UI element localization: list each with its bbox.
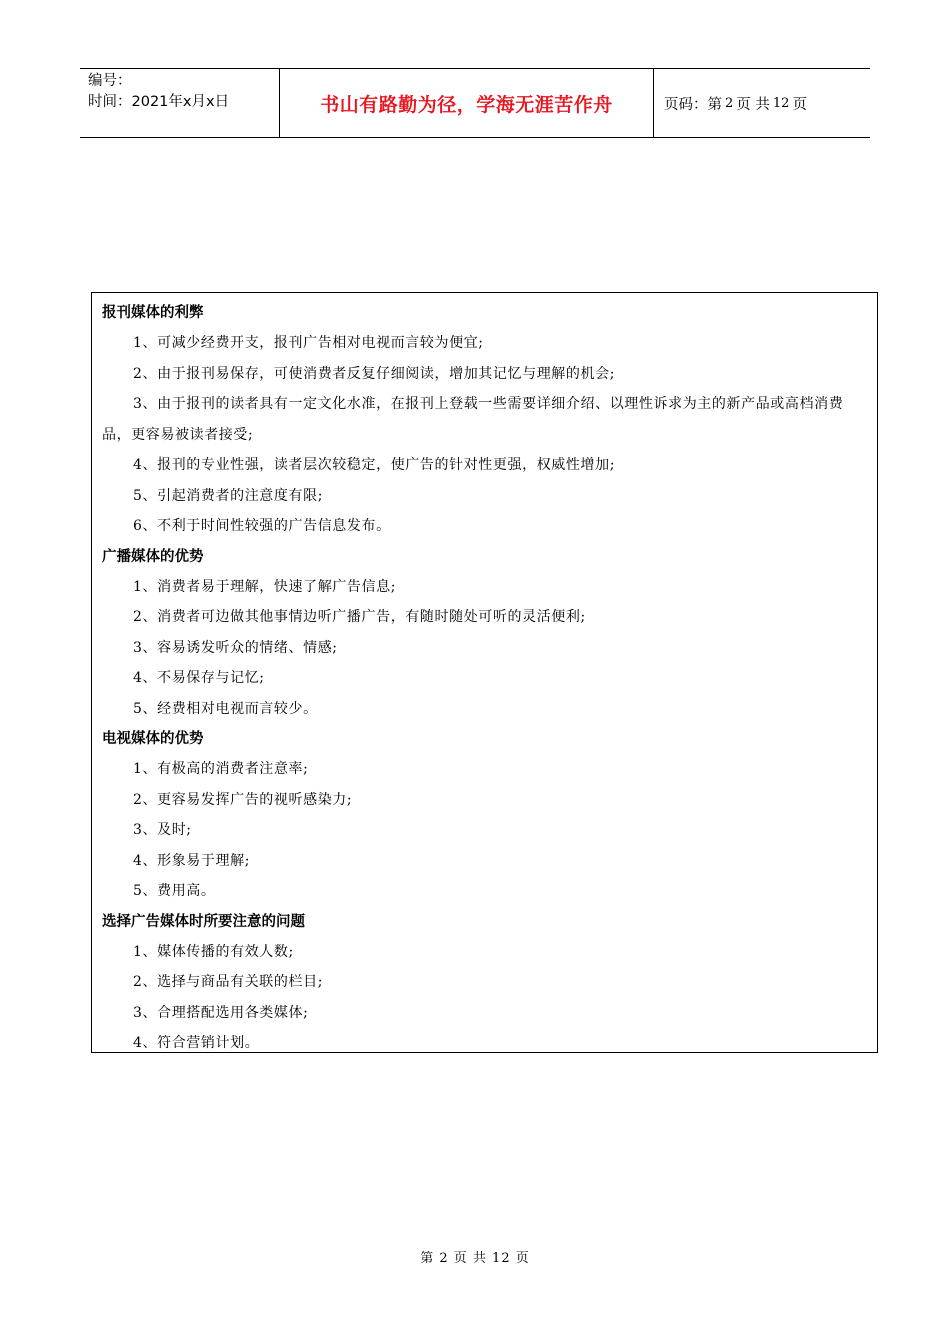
list-item: 5、费用高。 (133, 883, 216, 899)
page-mid: 页 共 (736, 96, 770, 113)
list-item: 4、不易保存与记忆; (133, 670, 265, 686)
list-item: 1、媒体传播的有效人数; (133, 943, 294, 960)
list-item: 1、消费者易于理解，快速了解广告信息; (133, 578, 397, 595)
page-header (80, 68, 870, 138)
list-item: 1、有极高的消费者注意率; (133, 761, 309, 777)
page-footer: 第 2 页 共 12 页 (420, 1251, 530, 1266)
content-box (91, 292, 878, 1053)
list-item: 3、及时; (133, 822, 192, 838)
list-item: 4、报刊的专业性强，读者层次较稳定，使广告的针对性更强，权威性增加; (133, 457, 616, 473)
section-radio-media (102, 542, 867, 725)
list-item: 3、由于报刊的读者具有一定文化水准，在报刊上登载一些需要详细介绍、以理性诉求为主的新产品或高档消费品，更容易被读者接受; (102, 396, 844, 443)
serial-label: 编号： (88, 73, 132, 89)
list-item: 3、容易诱发听众的情绪、情感; (133, 639, 338, 656)
section-title: 电视媒体的优势 (102, 731, 204, 747)
page-prefix: 页码：第 (664, 96, 722, 113)
header-page-number (654, 69, 870, 137)
page-suffix: 页 (792, 96, 807, 113)
list-item: 5、经费相对电视而言较少。 (133, 700, 318, 717)
section-title: 选择广告媒体时所要注意的问题 (102, 913, 305, 930)
list-item: 6、不利于时间性较强的广告信息发布。 (133, 518, 391, 534)
list-item: 4、符合营销计划。 (133, 1035, 260, 1051)
list-item: 2、消费者可边做其他事情边听广播广告，有随时随处可听的灵活便利; (133, 609, 586, 625)
section-media-selection (102, 907, 867, 1059)
list-item: 3、合理搭配选用各类媒体; (133, 1004, 309, 1021)
page-current: 2 (725, 95, 734, 111)
section-title: 广播媒体的优势 (102, 548, 204, 565)
section-print-media (102, 298, 867, 542)
list-item: 2、由于报刊易保存，可使消费者反复仔细阅读，增加其记忆与理解的机会; (133, 365, 616, 382)
list-item: 2、更容易发挥广告的视听感染力; (133, 791, 353, 808)
list-item: 4、形象易于理解; (133, 852, 251, 869)
list-item: 5、引起消费者的注意度有限; (133, 487, 324, 504)
time-label: 时间：2021年x月x日 (88, 94, 230, 110)
page-total: 12 (772, 95, 790, 111)
header-meta (80, 69, 280, 137)
section-tv-media (102, 724, 867, 907)
section-title: 报刊媒体的利弊 (102, 305, 204, 321)
list-item: 1、可减少经费开支，报刊广告相对电视而言较为便宜; (133, 335, 484, 351)
list-item: 2、选择与商品有关联的栏目; (133, 974, 324, 990)
header-motto: 书山有路勤为径，学海无涯苦作舟 (280, 69, 654, 137)
